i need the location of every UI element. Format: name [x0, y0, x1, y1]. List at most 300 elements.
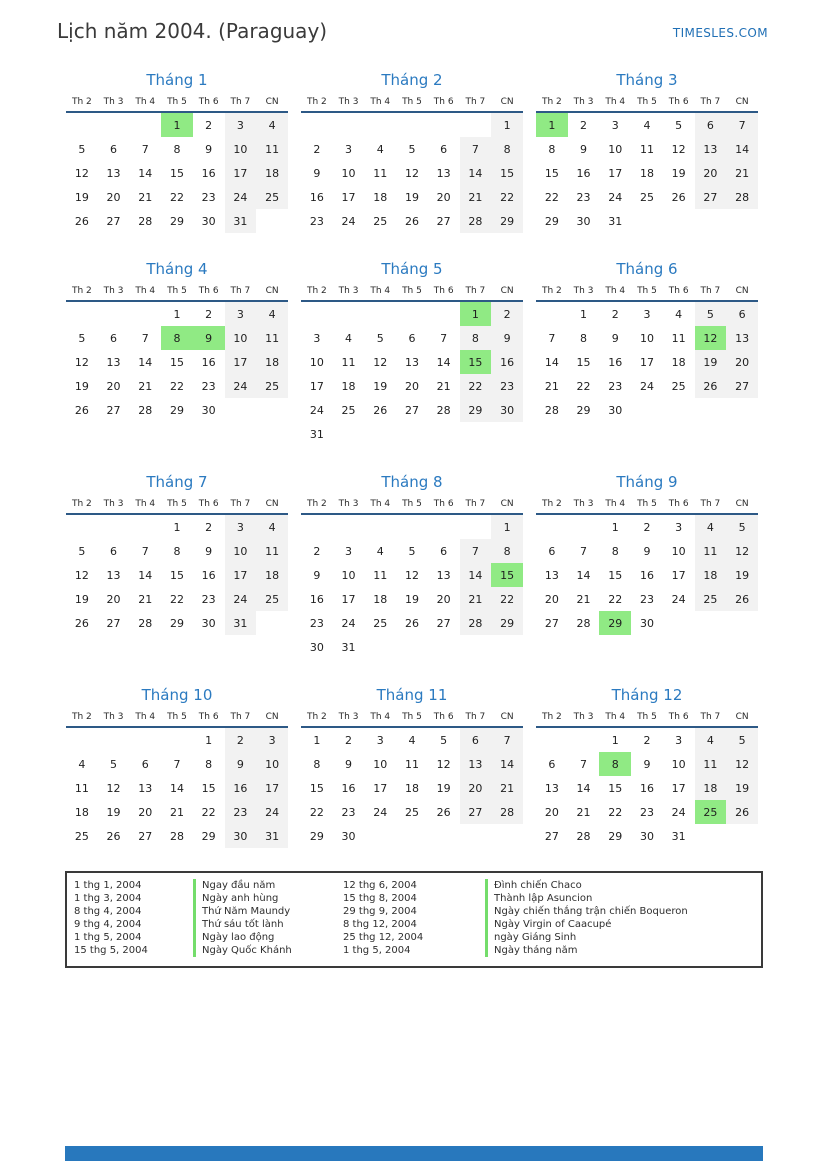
day-cell: 16	[201, 568, 216, 582]
day-cell: 2	[225, 727, 257, 752]
day-cell: 1	[460, 301, 492, 326]
weekday-header: Th 3	[568, 710, 600, 727]
month-title: Tháng 10	[141, 686, 213, 704]
empty-cell	[396, 301, 428, 326]
empty-cell	[726, 209, 758, 233]
day-cell: 16	[341, 781, 356, 795]
empty-cell	[568, 727, 600, 752]
empty-cell	[98, 514, 130, 539]
day-cell: 14	[436, 355, 451, 369]
weekday-header: Th 6	[428, 710, 460, 727]
day-cell: 19	[436, 781, 451, 795]
day-cell: 26	[436, 805, 451, 819]
day-cell: 15	[169, 568, 184, 582]
day-cell: 26	[74, 214, 89, 228]
day-cell: 14	[169, 781, 184, 795]
week-row	[536, 800, 758, 824]
day-cell: 4	[256, 514, 288, 539]
day-cell: 6	[548, 757, 556, 771]
day-cell: 6	[141, 757, 149, 771]
day-cell: 30	[576, 214, 591, 228]
day-cell: 30	[309, 640, 324, 654]
legend-holiday-name: Ngày tháng năm	[485, 944, 761, 957]
month-2	[301, 70, 523, 233]
day-cell: 28	[491, 800, 523, 824]
day-cell: 19	[404, 592, 419, 606]
day-cell: 23	[309, 214, 324, 228]
weekday-header: CN	[491, 284, 523, 301]
weekday-header: Th 3	[98, 710, 130, 727]
day-cell: 13	[436, 166, 451, 180]
weekday-header: Th 2	[66, 95, 98, 112]
empty-cell	[460, 824, 492, 848]
day-cell: 23	[201, 190, 216, 204]
weekday-header: CN	[491, 497, 523, 514]
empty-cell	[129, 514, 161, 539]
day-cell: 20	[695, 161, 727, 185]
empty-cell	[98, 727, 130, 752]
month-title: Tháng 3	[616, 71, 678, 89]
day-cell: 17	[671, 568, 686, 582]
day-cell: 15	[491, 563, 523, 587]
day-cell: 23	[225, 800, 257, 824]
legend-holiday-name: Ngày anh hùng	[193, 892, 343, 905]
day-cell: 19	[695, 350, 727, 374]
month-title: Tháng 8	[381, 473, 443, 491]
day-cell: 17	[639, 355, 654, 369]
week-row	[536, 374, 758, 398]
day-cell: 12	[726, 539, 758, 563]
week-row	[66, 611, 288, 635]
day-cell: 27	[138, 829, 153, 843]
legend-holiday-name: Ngay đầu năm	[193, 879, 343, 892]
day-cell: 4	[376, 142, 384, 156]
day-cell: 30	[639, 616, 654, 630]
day-cell: 16	[639, 781, 654, 795]
week-row	[66, 539, 288, 563]
day-cell: 7	[726, 112, 758, 137]
month-title: Tháng 1	[146, 71, 208, 89]
week-row	[301, 112, 523, 137]
weekday-header: Th 6	[663, 497, 695, 514]
weekday-header: Th 7	[695, 710, 727, 727]
empty-cell	[66, 112, 98, 137]
day-cell: 10	[639, 331, 654, 345]
month-table	[536, 284, 758, 422]
day-cell: 7	[548, 331, 556, 345]
day-cell: 4	[256, 112, 288, 137]
week-row	[536, 727, 758, 752]
day-cell: 8	[599, 752, 631, 776]
day-cell: 27	[436, 214, 451, 228]
day-cell: 19	[726, 563, 758, 587]
month-table	[536, 497, 758, 635]
day-cell: 27	[436, 616, 451, 630]
day-cell: 14	[576, 781, 591, 795]
day-cell: 12	[436, 757, 451, 771]
day-cell: 6	[726, 301, 758, 326]
day-cell: 12	[404, 568, 419, 582]
empty-cell	[491, 422, 523, 446]
week-row	[66, 727, 288, 752]
day-cell: 4	[695, 514, 727, 539]
empty-cell	[695, 611, 727, 635]
day-cell: 9	[491, 326, 523, 350]
week-row	[66, 326, 288, 350]
day-cell: 14	[460, 161, 492, 185]
week-row	[536, 185, 758, 209]
day-cell: 15	[608, 568, 623, 582]
day-cell: 1	[536, 112, 568, 137]
legend-row	[67, 918, 761, 931]
day-cell: 10	[671, 544, 686, 558]
day-cell: 11	[341, 355, 356, 369]
day-cell: 12	[74, 166, 89, 180]
weekday-header: CN	[491, 710, 523, 727]
day-cell: 16	[201, 355, 216, 369]
empty-cell	[364, 422, 396, 446]
page-title: Lịch năm 2004. (Paraguay)	[57, 19, 328, 43]
weekday-header: Th 4	[364, 497, 396, 514]
day-cell: 9	[205, 544, 213, 558]
week-row	[301, 398, 523, 422]
day-cell: 8	[161, 326, 193, 350]
week-row	[301, 824, 523, 848]
day-cell: 20	[404, 379, 419, 393]
legend-row	[67, 931, 761, 944]
day-cell: 22	[544, 190, 559, 204]
day-cell: 29	[599, 611, 631, 635]
day-cell: 24	[225, 374, 257, 398]
weekday-header: Th 3	[333, 284, 365, 301]
legend-row	[67, 905, 761, 918]
legend-row	[67, 879, 761, 892]
empty-cell	[364, 301, 396, 326]
day-cell: 13	[436, 568, 451, 582]
month-6	[536, 259, 758, 422]
day-cell: 19	[74, 190, 89, 204]
day-cell: 11	[256, 326, 288, 350]
day-cell: 13	[726, 326, 758, 350]
day-cell: 26	[74, 403, 89, 417]
empty-cell	[333, 422, 365, 446]
day-cell: 20	[436, 190, 451, 204]
day-cell: 21	[576, 592, 591, 606]
weekday-header: CN	[256, 95, 288, 112]
empty-cell	[663, 398, 695, 422]
day-cell: 14	[138, 355, 153, 369]
week-row	[536, 776, 758, 800]
day-cell: 26	[404, 616, 419, 630]
day-cell: 13	[544, 781, 559, 795]
week-row	[536, 514, 758, 539]
day-cell: 29	[576, 403, 591, 417]
day-cell: 19	[671, 166, 686, 180]
day-cell: 21	[138, 379, 153, 393]
month-3	[536, 70, 758, 233]
day-cell: 6	[110, 544, 118, 558]
day-cell: 6	[110, 142, 118, 156]
day-cell: 25	[341, 403, 356, 417]
month-1	[66, 70, 288, 233]
day-cell: 5	[78, 142, 86, 156]
day-cell: 18	[256, 350, 288, 374]
week-row	[66, 209, 288, 233]
weekday-header: Th 3	[98, 95, 130, 112]
week-row	[301, 137, 523, 161]
weekday-header: Th 3	[568, 284, 600, 301]
day-cell: 24	[341, 616, 356, 630]
day-cell: 16	[225, 776, 257, 800]
month-table	[301, 710, 523, 848]
day-cell: 16	[576, 166, 591, 180]
day-cell: 8	[313, 757, 321, 771]
day-cell: 26	[106, 829, 121, 843]
day-cell: 25	[695, 587, 727, 611]
day-cell: 2	[491, 301, 523, 326]
legend-holiday-name: Ngày Quốc Khánh	[193, 944, 343, 957]
weekday-header: Th 4	[599, 95, 631, 112]
weekday-header: Th 7	[225, 284, 257, 301]
week-row	[66, 301, 288, 326]
day-cell: 5	[376, 331, 384, 345]
week-row	[66, 514, 288, 539]
empty-cell	[98, 112, 130, 137]
day-cell: 6	[548, 544, 556, 558]
weekday-header: Th 5	[161, 497, 193, 514]
day-cell: 16	[201, 166, 216, 180]
day-cell: 8	[491, 137, 523, 161]
empty-cell	[428, 301, 460, 326]
day-cell: 25	[404, 805, 419, 819]
day-cell: 7	[440, 331, 448, 345]
day-cell: 14	[491, 752, 523, 776]
day-cell: 29	[491, 611, 523, 635]
week-row	[301, 514, 523, 539]
empty-cell	[256, 611, 288, 635]
day-cell: 22	[608, 805, 623, 819]
month-10	[66, 685, 288, 848]
month-table	[66, 497, 288, 635]
empty-cell	[396, 514, 428, 539]
day-cell: 8	[205, 757, 213, 771]
weekday-header: Th 2	[301, 497, 333, 514]
week-row	[301, 563, 523, 587]
day-cell: 28	[138, 403, 153, 417]
day-cell: 30	[201, 214, 216, 228]
day-cell: 21	[544, 379, 559, 393]
legend-date: 29 thg 9, 2004	[343, 906, 417, 917]
month-title: Tháng 5	[381, 260, 443, 278]
month-title: Tháng 9	[616, 473, 678, 491]
day-cell: 10	[341, 166, 356, 180]
day-cell: 6	[440, 142, 448, 156]
day-cell: 22	[491, 185, 523, 209]
day-cell: 13	[544, 568, 559, 582]
day-cell: 31	[225, 209, 257, 233]
weekday-header: Th 6	[663, 95, 695, 112]
day-cell: 1	[611, 520, 619, 534]
week-row	[66, 137, 288, 161]
day-cell: 9	[643, 544, 651, 558]
day-cell: 18	[671, 355, 686, 369]
legend-date: 15 thg 8, 2004	[343, 893, 417, 904]
weekday-header: Th 4	[599, 710, 631, 727]
weekday-header: CN	[491, 95, 523, 112]
day-cell: 7	[141, 331, 149, 345]
day-cell: 28	[138, 616, 153, 630]
week-row	[536, 161, 758, 185]
empty-cell	[364, 824, 396, 848]
week-row	[301, 422, 523, 446]
day-cell: 5	[78, 544, 86, 558]
day-cell: 10	[341, 568, 356, 582]
day-cell: 5	[408, 142, 416, 156]
day-cell: 9	[580, 142, 588, 156]
day-cell: 29	[309, 829, 324, 843]
day-cell: 18	[341, 379, 356, 393]
day-cell: 29	[460, 398, 492, 422]
legend-holiday-name: Ngày chiến thắng trận chiến Boqueron	[485, 905, 761, 918]
empty-cell	[256, 398, 288, 422]
day-cell: 2	[580, 118, 588, 132]
weekday-header: Th 6	[193, 95, 225, 112]
empty-cell	[536, 301, 568, 326]
day-cell: 23	[309, 616, 324, 630]
weekday-header: Th 2	[301, 95, 333, 112]
day-cell: 12	[74, 355, 89, 369]
month-table	[301, 497, 523, 659]
day-cell: 28	[460, 611, 492, 635]
weekday-header: Th 7	[460, 497, 492, 514]
day-cell: 9	[313, 166, 321, 180]
day-cell: 27	[106, 214, 121, 228]
day-cell: 22	[169, 190, 184, 204]
month-12	[536, 685, 758, 848]
empty-cell	[460, 514, 492, 539]
day-cell: 3	[313, 331, 321, 345]
day-cell: 8	[548, 142, 556, 156]
month-table	[301, 95, 523, 233]
day-cell: 31	[309, 427, 324, 441]
weekday-header: Th 4	[364, 710, 396, 727]
site-link[interactable]: TIMESLES.COM	[672, 26, 768, 40]
day-cell: 11	[695, 752, 727, 776]
weekday-header: Th 7	[460, 284, 492, 301]
day-cell: 31	[671, 829, 686, 843]
week-row	[536, 350, 758, 374]
empty-cell	[695, 824, 727, 848]
day-cell: 25	[256, 185, 288, 209]
weekday-header: Th 6	[663, 710, 695, 727]
day-cell: 22	[608, 592, 623, 606]
day-cell: 15	[309, 781, 324, 795]
day-cell: 21	[460, 185, 492, 209]
empty-cell	[129, 727, 161, 752]
weekday-header: Th 4	[599, 497, 631, 514]
week-row	[66, 752, 288, 776]
day-cell: 9	[643, 757, 651, 771]
empty-cell	[695, 398, 727, 422]
legend-holiday-name: Ngày lao động	[193, 931, 343, 944]
month-11	[301, 685, 523, 848]
weekday-header: Th 3	[333, 710, 365, 727]
day-cell: 4	[675, 307, 683, 321]
day-cell: 15	[169, 166, 184, 180]
legend-date: 9 thg 4, 2004	[74, 919, 142, 930]
weekday-header: Th 5	[396, 95, 428, 112]
day-cell: 3	[345, 142, 353, 156]
empty-cell	[129, 112, 161, 137]
weekday-header: Th 5	[161, 710, 193, 727]
day-cell: 3	[376, 733, 384, 747]
day-cell: 14	[460, 563, 492, 587]
weekday-header: Th 4	[129, 95, 161, 112]
day-cell: 12	[404, 166, 419, 180]
day-cell: 13	[404, 355, 419, 369]
weekday-header: Th 6	[428, 284, 460, 301]
empty-cell	[428, 112, 460, 137]
month-table	[66, 95, 288, 233]
empty-cell	[364, 514, 396, 539]
day-cell: 7	[580, 757, 588, 771]
day-cell: 7	[580, 544, 588, 558]
day-cell: 25	[74, 829, 89, 843]
day-cell: 12	[106, 781, 121, 795]
day-cell: 11	[695, 539, 727, 563]
day-cell: 20	[436, 592, 451, 606]
week-row	[536, 137, 758, 161]
month-table	[301, 284, 523, 446]
day-cell: 14	[726, 137, 758, 161]
weekday-header: Th 2	[66, 497, 98, 514]
weekday-header: Th 6	[663, 284, 695, 301]
day-cell: 10	[309, 355, 324, 369]
day-cell: 7	[460, 137, 492, 161]
day-cell: 7	[141, 142, 149, 156]
month-5	[301, 259, 523, 446]
day-cell: 15	[201, 781, 216, 795]
weekday-header: Th 5	[631, 497, 663, 514]
day-cell: 12	[671, 142, 686, 156]
legend-holiday-name: Đình chiến Chaco	[485, 879, 761, 892]
month-4	[66, 259, 288, 422]
weekday-header: Th 5	[631, 710, 663, 727]
month-title: Tháng 4	[146, 260, 208, 278]
day-cell: 3	[675, 733, 683, 747]
weekday-header: Th 2	[536, 284, 568, 301]
month-title: Tháng 12	[611, 686, 683, 704]
day-cell: 30	[225, 824, 257, 848]
month-title: Tháng 6	[616, 260, 678, 278]
weekday-header: Th 4	[364, 284, 396, 301]
empty-cell	[536, 514, 568, 539]
day-cell: 8	[460, 326, 492, 350]
empty-cell	[66, 514, 98, 539]
empty-cell	[663, 611, 695, 635]
day-cell: 24	[671, 805, 686, 819]
day-cell: 25	[373, 214, 388, 228]
day-cell: 22	[309, 805, 324, 819]
legend-holiday-name: Thành lập Asuncion	[485, 892, 761, 905]
empty-cell	[491, 824, 523, 848]
day-cell: 17	[225, 563, 257, 587]
day-cell: 23	[639, 592, 654, 606]
day-cell: 20	[544, 805, 559, 819]
day-cell: 3	[611, 118, 619, 132]
day-cell: 3	[345, 544, 353, 558]
day-cell: 17	[256, 776, 288, 800]
